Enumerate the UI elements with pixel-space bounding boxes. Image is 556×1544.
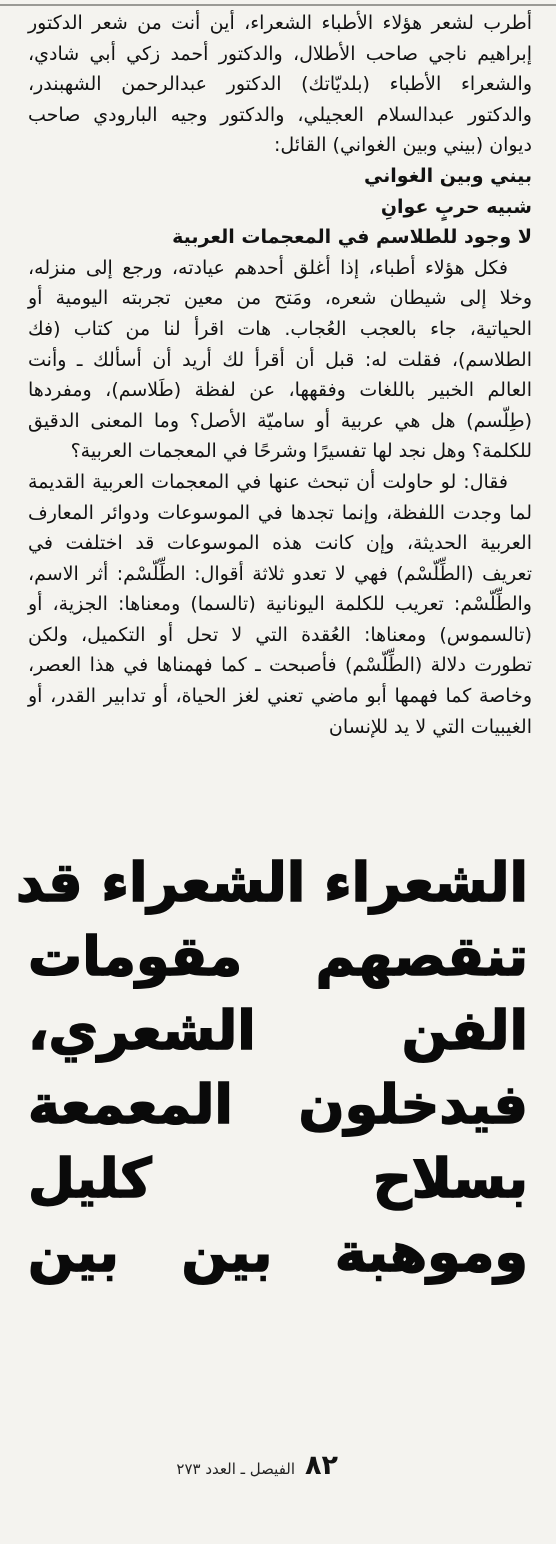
pull-quote-line-2: تنقصهم مقومات <box>28 925 528 988</box>
pull-quote-line-6: وموهبة بين بين <box>28 1221 528 1284</box>
section-subheading: لا وجود للطلاسم في المعجمات العربية <box>172 226 532 249</box>
page-footer <box>176 1450 338 1481</box>
paragraph-1: أطرب لشعر هؤلاء الأطباء الشعراء، أين أنت من شعر الدكتور إبراهيم ناجي صاحب الأطلال، والدكتور أحمد زكي أبي شادي، والشعراء الأطباء (بلديّاتك) الدكتور عبدالرحمن الشهبندر، والدكتور عبدالسلام العجيلي، والدكتور وجيه البارودي صاحب ديوان (بيني وبين الغواني) القائل: <box>28 12 532 157</box>
pull-quote <box>16 846 528 1290</box>
poem-line-2: شبيه حربٍ عوانِ <box>380 195 532 218</box>
pull-quote-line-4: فيدخلون المعمعة <box>28 1073 528 1136</box>
top-rule <box>0 4 556 6</box>
paragraph-2: فكل هؤلاء أطباء، إذا أغلق أحدهم عيادته، ورجع إلى منزله، وخلا إلى شيطان شعره، ومَتح من معين تجربته اليومية أو الحياتية، جاء بالعجب العُجاب. هات اقرأ لنا من كتاب (فك الطلاسم)، فقلت له: قبل أن أقرأ لك أريد أن أسألك ـ وأنت العالم الخبير باللغات وفقهها، عن لفظة (طَلاسم)، ومفردها (طِلّسم) هل هي عربية أو ساميّة الأصل؟ وما المعنى الدقيق للكلمة؟ وهل نجد لها تفسيرًا وشرحًا في المعجمات العربية؟ <box>28 256 532 463</box>
paragraph-3: فقال: لو حاولت أن تبحث عنها في المعجمات العربية القديمة لما وجدت اللفظة، وإنما تجدها في الموسوعات ودوائر المعارف العربية الحديثة، وإن كانت هذه الموسوعات قد اختلفت في تعريف (الطِّلّسْم) فهي لا تعدو ثلاثة أقوال: الطِّلّسْم: أثر الاسم، والطِّلّسْم: تعريب للكلمة اليونانية (تالسما) ومعناها: الجزية، أو (تالسموس) ومعناها: العُقدة التي لا تحل أو التكميل، ولكن تطورت دلالة (الطِّلّسْم) فأصبحت ـ كما فهمناها في هذا العصر، وخاصة كما فهمها أبو ماضي تعني لغز الحياة، أو تدابير القدر، أو الغيبيات التي لا يد للإنسان <box>28 470 532 738</box>
pull-quote-line-5: بسلاح كليل <box>28 1147 528 1210</box>
page-number: ٨٢ <box>305 1450 338 1481</box>
article-body <box>28 8 532 742</box>
poem-line-1: بيني وبين الغواني <box>363 164 532 187</box>
pull-quote-line-1: الشعراء الشعراء قد <box>16 851 528 914</box>
pull-quote-line-3: الفن الشعري، <box>28 999 528 1062</box>
issue-label: الفيصل ـ العدد ٢٧٣ <box>176 1460 296 1478</box>
